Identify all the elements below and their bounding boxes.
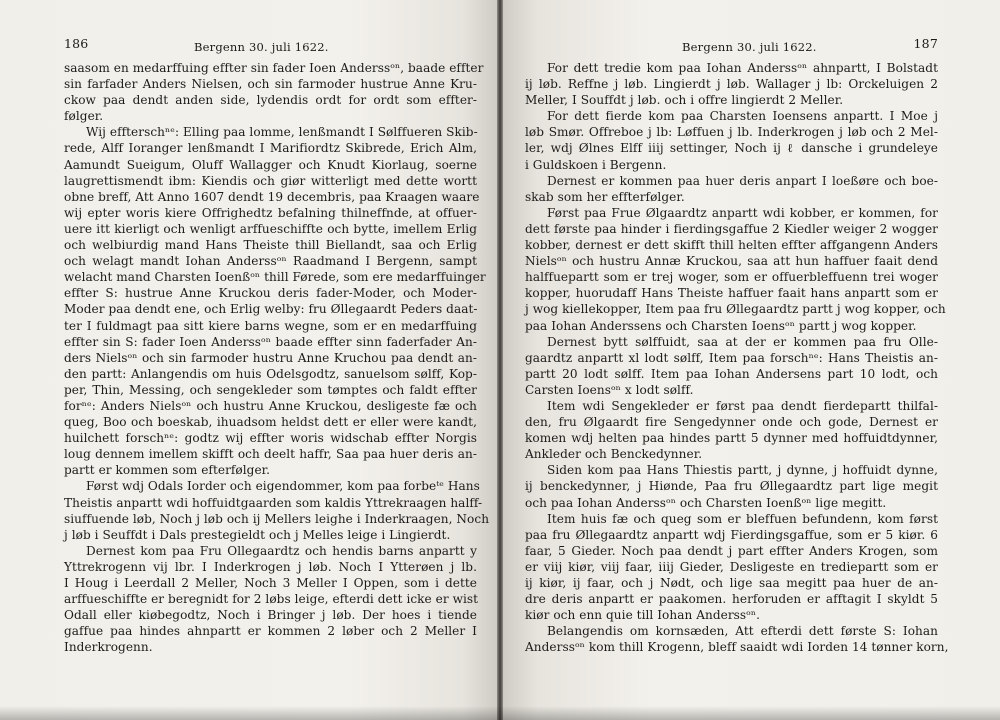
- right-running-head: [525, 36, 938, 60]
- text-line: obne breff, Att Anno 1607 dendt 19 decembris, paa Kraagen waare: [64, 189, 480, 204]
- text-line: ij løb. Reffne j løb. Lingierdt j løb. Wallager j lb: Orckeluigen 2: [525, 77, 938, 92]
- text-line: siuffuende løb, Noch j løb och ij Mellers leighe i Inderkraagen, Noch: [64, 511, 490, 526]
- text-line: halffuepartt som er trej woger, som er offuerbleffuenn trei woger: [525, 270, 938, 285]
- left-page: [0, 0, 497, 720]
- text-line: ders Nielsᵒⁿ och sin farmoder hustru Anne Kruchou paa dendt an-: [64, 350, 477, 365]
- text-line: løb Smør. Offreboe j lb: Løffuen j lb. Inderkrogen j løb och 2 Mel-: [525, 125, 938, 140]
- text-line: welacht mand Charsten Ioenßᵒⁿ thill Førede, som ere medarffuinger: [64, 270, 486, 285]
- text-line: wij epter woris kiere Offrighedtz befalning thilneffnde, at offuer-: [64, 205, 477, 220]
- text-line: och welagt mandt Iohan Anderssᵒⁿ Raadmand I Bergenn, sampt: [64, 254, 477, 269]
- text-line: kiør och enn quie till Iohan Anderssᵒⁿ.: [525, 608, 761, 623]
- text-line: Carsten Ioensᵒⁿ x lodt sølff.: [525, 382, 694, 397]
- text-line: ter I fuldmagt paa sitt kiere barns wegne, som er en medarffuing: [64, 318, 477, 333]
- text-line: loug dennem imellem skifft och deelt haffr, Saa paa huer deris an-: [64, 447, 477, 462]
- text-line: ckow paa dendt anden side, lydendis ordt for ordt som effter-: [64, 93, 477, 108]
- text-line: rede, Alff Ioranger lenßmandt I Marifiordtz Skibrede, Erich Alm,: [64, 141, 477, 156]
- right-page-number: 187: [913, 36, 938, 51]
- text-line: Først wdj Odals Iorder och eigendommer, kom paa forbeᵗᵉ Hans: [86, 479, 480, 494]
- text-line: och paa Iohan Anderssᵒⁿ och Charsten Ioenßᵒⁿ lige megitt.: [525, 495, 887, 510]
- right-running-title: Bergenn 30. juli 1622.: [682, 40, 817, 54]
- text-line: j wog kiellekopper, Item paa fru Øllegaardtz partt j wog kopper, och: [525, 302, 946, 317]
- text-line: kobber, dernest er dett skifft thill helten effter affgangenn Anders: [525, 238, 938, 253]
- text-line: effter sin S: fader Ioen Anderssᵒⁿ baade effter sinn faderfader An-: [64, 334, 477, 349]
- text-line: queg, Boo och boeskab, ihuadsom heldst dett er eller were kandt,: [64, 415, 477, 430]
- text-line: partt er kommen som efterfølger.: [64, 463, 271, 478]
- text-line: den, fru Ølgaardt fire Sengedynner onde och gode, Dernest er: [525, 415, 938, 430]
- text-line: Ankleder och Benckedynner.: [525, 447, 703, 462]
- text-line: j løb i Seuffdt i Dals prestegieldt och j Melles leige i Lingierdt.: [64, 527, 451, 542]
- text-line: gaardtz anpartt xl lodt sølff, Item paa forschⁿᵉ: Hans Theistis an-: [525, 350, 938, 365]
- text-line: Aamundt Sueigum, Oluff Wallagger och Knudt Kiorlaug, soerne: [64, 157, 477, 172]
- text-line: Item huis fæ och queg som er bleffuen befundenn, kom først: [547, 511, 938, 526]
- text-line: skab som her effterfølger.: [525, 189, 685, 204]
- text-line: Belangendis om kornsæden, Att efterdi dett første S: Iohan: [547, 624, 938, 639]
- text-line: I Houg i Leerdall 2 Meller, Noch 3 Meller I Oppen, som i dette: [64, 576, 477, 590]
- text-line: paa fru Øllegaardtz anpartt wdj Fierdingsgaffue, som er 5 kiør. 6: [525, 527, 938, 542]
- text-line: Yttrekrogenn vij lbr. I Inderkrogen j løb. Noch I Ytterøen j lb.: [64, 559, 477, 574]
- text-line: følger.: [64, 109, 104, 124]
- text-line: ler, wdj Ølnes Elff iiij settinger, Noch ij ℓ dansche i grundeleye: [525, 141, 938, 156]
- text-line: Dernest kom paa Fru Ollegaardtz och hendis barns anpartt y: [86, 543, 477, 558]
- text-line: kopper, huorudaff Hans Theiste haffuer faait hans anpartt som er: [525, 286, 938, 301]
- right-page: [503, 0, 1000, 720]
- text-line: dett første paa hinder i fierdingsgaffue 2 Kiedler weiger 2 wogger: [525, 221, 938, 236]
- text-line: Theistis anpartt wdi hoffuidtgaarden som kaldis Yttrekraagen halff-: [64, 495, 483, 510]
- text-line: arffueschiffte er beregnidt for 2 løbs leige, efterdi dett icke er wist: [64, 592, 479, 607]
- text-line: er viij kiør, viij faar, iiij Gieder, Desligeste en trediepartt som er: [525, 559, 938, 574]
- text-line: paa Iohan Anderssens och Charsten Ioensᵒⁿ partt j wog kopper.: [525, 318, 917, 333]
- text-line: huilchett forschⁿᵉ: godtz wij effter woris widschab effter Norgis: [64, 431, 477, 446]
- text-line: Inderkrogenn.: [64, 640, 153, 655]
- text-line: Dernest er kommen paa huer deris anpart I loeßøre och boe-: [547, 173, 938, 188]
- text-line: faar, 5 Gieder. Noch paa dendt j part effter Anders Krogen, som: [525, 543, 938, 558]
- text-line: dre deris anpartt er paakomen. herforuden er afftagit I skyldt 5: [525, 592, 938, 607]
- text-line: per, Thin, Messing, och sengekleder som tømptes och faldt effter: [64, 382, 477, 397]
- text-line: Item wdi Sengekleder er først paa dendt fierdepartt thilfal-: [547, 398, 938, 413]
- text-line: For dett fierde kom paa Charsten Ioensens anpartt. I Moe j: [547, 109, 938, 124]
- right-page-text: [525, 60, 949, 655]
- text-line: komen wdj helten paa hindes partt 5 dynner med hoffuidtdynner,: [525, 431, 938, 446]
- text-line: partt 20 lodt sølff. Item paa Iohan Andersens part 10 lodt, och: [525, 366, 938, 381]
- text-line: sin farfader Anders Nielsen, och sin farmoder hustrue Anne Kru-: [64, 77, 477, 92]
- text-line: For dett tredie kom paa Iohan Anderssᵒⁿ ahnpartt, I Bolstadt: [547, 61, 938, 75]
- text-line: ij benckedynner, j Hiønde, Paa fru Øllegaardtz part lige megit: [525, 479, 938, 494]
- left-page-number: 186: [64, 36, 89, 51]
- text-line: forⁿᵉ: Anders Nielsᵒⁿ och hustru Anne Kruckou, desligeste fæ och: [64, 398, 477, 413]
- text-line: uere itt kierligt och wenligt arffueschiffte och bytte, imellem Erlig: [64, 221, 477, 236]
- text-line: Anderssᵒⁿ kom thill Krogenn, bleff saaidt wdi Iorden 14 tønner korn,: [525, 640, 949, 655]
- text-line: Siden kom paa Hans Thiestis partt, j dynne, j hoffuidt dynne,: [547, 463, 938, 478]
- text-line: den partt: Anlangendis om huis Odelsgodtz, sanuelsom sølff, Kop-: [64, 366, 477, 381]
- left-page-text: [64, 60, 490, 655]
- text-line: Moder paa dendt ene, och Erlig welby: fru Øllegaardt Peders daat-: [64, 302, 478, 317]
- text-line: ij kiør, ij faar, och j Nødt, och lige saa megitt paa huer de an-: [525, 576, 938, 590]
- text-line: gaffue paa hindes ahnpartt er kommen 2 løber och 2 Meller I: [64, 624, 477, 639]
- text-line: Wij effterschⁿᵉ: Elling paa lomme, lenßmandt I Sølffueren Skib-: [86, 125, 478, 140]
- page-bottom-shadow: [0, 706, 1000, 720]
- text-line: och welbiurdig mand Hans Theiste thill Biellandt, saa och Erlig: [64, 238, 477, 253]
- text-line: i Guldskoen i Bergenn.: [525, 157, 667, 172]
- text-line: effter S: hustrue Anne Kruckou deris fader-Moder, och Moder-: [64, 286, 477, 301]
- left-running-head: [64, 36, 477, 60]
- text-line: laugrettismendt ibm: Kiendis och giør witterligt med dette wortt: [64, 173, 477, 188]
- text-line: Meller, I Souffdt j løb. och i offre lingierdt 2 Meller.: [525, 93, 844, 108]
- text-line: Dernest bytt sølffuidt, saa at der er kommen paa fru Olle-: [547, 334, 938, 349]
- left-running-title: Bergenn 30. juli 1622.: [194, 40, 329, 54]
- text-line: Først paa Frue Ølgaardtz anpartt wdi kobber, er kommen, for: [547, 205, 938, 220]
- text-line: Nielsᵒⁿ och hustru Annæ Kruckou, saa att hun haffuer faait dend: [525, 254, 938, 269]
- text-line: Odall eller kiøbegodtz, Noch i Bringer j løb. Der hoes i tiende: [64, 608, 477, 623]
- text-line: saasom en medarffuing effter sin fader Ioen Anderssᵒⁿ, baade effter: [64, 61, 484, 75]
